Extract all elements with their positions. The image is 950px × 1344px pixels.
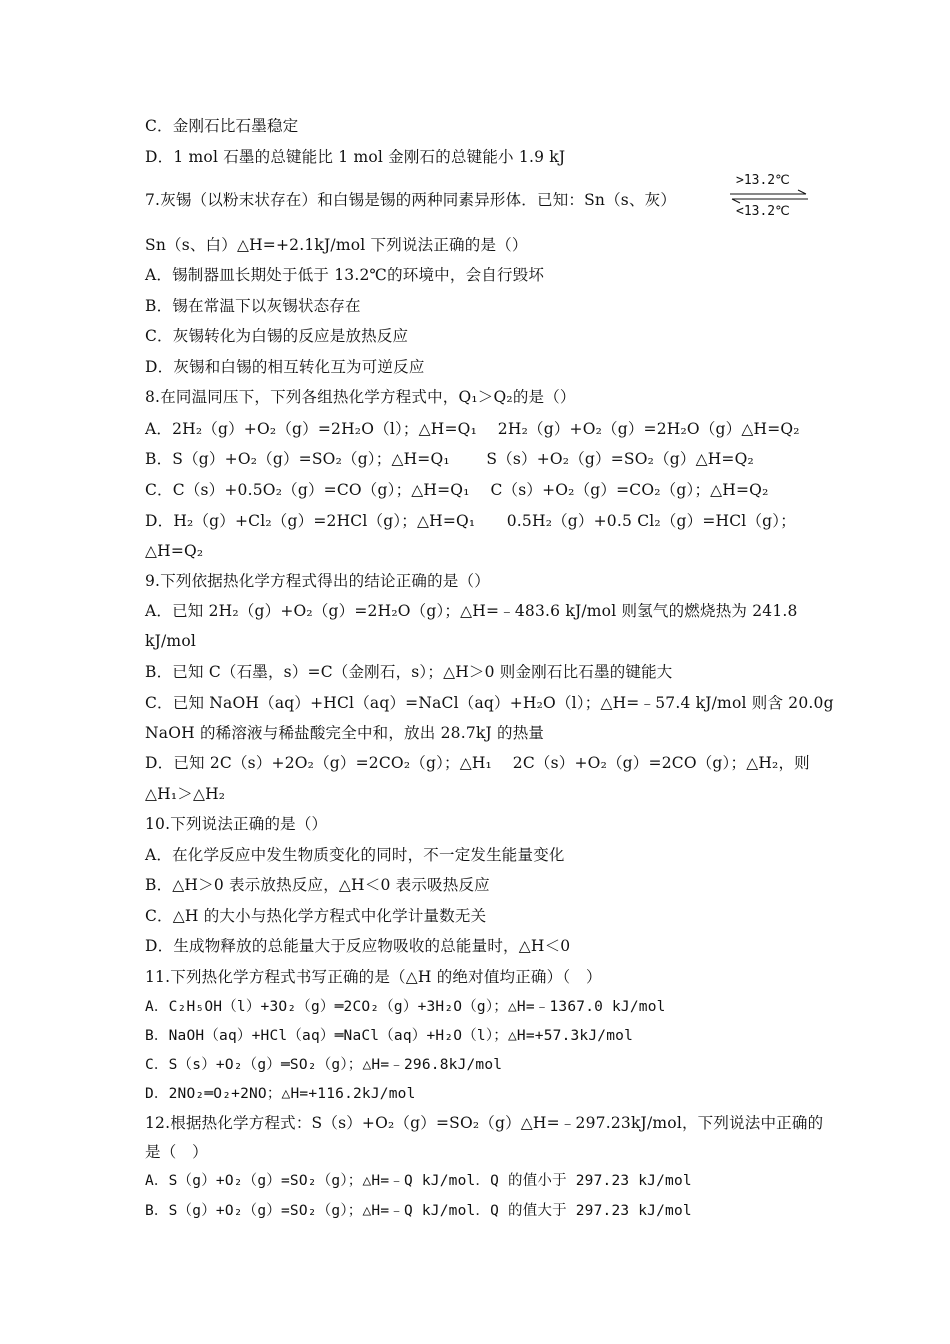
- text-line: D．1 mol 石墨的总键能比 1 mol 金刚石的总键能小 1.9 kJ: [145, 148, 566, 166]
- option-a: A．已知 2H₂（g）+O₂（g）=2H₂O（g）；△H=﹣483.6 kJ/mol 则氢气的燃烧热为 241.8: [145, 602, 798, 620]
- option-d: D．2NO₂═O₂+2NO；△H=+116.2kJ/mol: [145, 1086, 416, 1102]
- question-8-stem: 8.在同温同压下，下列各组热化学方程式中，Q₁＞Q₂的是（）: [145, 388, 576, 406]
- option-b: B．△H＞0 表示放热反应，△H＜0 表示吸热反应: [145, 876, 490, 894]
- option-a: A．在化学反应中发生物质变化的同时，不一定发生能量变化: [145, 846, 565, 864]
- lower-condition-label: <13.2℃: [736, 204, 790, 219]
- option-c: C．已知 NaOH（aq）+HCl（aq）=NaCl（aq）+H₂O（l）；△H=﹣57.4 kJ/mol 则含 20.0g: [145, 694, 834, 712]
- option-d: D．生成物释放的总能量大于反应物吸收的总能量时，△H＜0: [145, 937, 571, 955]
- option-c: C．C（s）+0.5O₂（g）=CO（g）；△H=Q₁ C（s）+O₂（g）=CO₂（g）；△H=Q₂: [145, 481, 769, 499]
- question-7-stem: 7.灰锡（以粉末状存在）和白锡是锡的两种同素异形体．已知：Sn（s、灰）: [145, 191, 677, 209]
- option-c: C．△H 的大小与热化学方程式中化学计量数无关: [145, 907, 487, 925]
- text-line: C．金刚石比石墨稳定: [145, 117, 299, 135]
- question-12-stem: 12.根据热化学方程式：S（s）+O₂（g）=SO₂（g）△H=﹣297.23kJ/mol，下列说法中正确的: [145, 1114, 824, 1132]
- option-b: B．S（g）+O₂（g）=SO₂（g）；△H=﹣Q kJ/mol．Q 的值大于 297.23 kJ/mol: [145, 1203, 692, 1219]
- option-d: D．灰锡和白锡的相互转化互为可逆反应: [145, 358, 425, 376]
- upper-condition-label: >13.2℃: [736, 173, 790, 188]
- option-b: B．已知 C（石墨，s）=C（金刚石，s）；△H＞0 则金刚石比石墨的键能大: [145, 663, 673, 681]
- question-11-stem: 11.下列热化学方程式书写正确的是（△H 的绝对值均正确）（ ）: [145, 968, 602, 986]
- option-a: A．锡制器皿长期处于低于 13.2℃的环境中，会自行毁坏: [145, 266, 545, 284]
- reversible-reaction-arrow: [728, 172, 810, 222]
- text-line: 是（ ）: [145, 1143, 208, 1161]
- option-a: A．C₂H₅OH（l）+3O₂（g）═2CO₂（g）+3H₂O（g）；△H=﹣1367.0 kJ/mol: [145, 999, 666, 1015]
- text-line: kJ/mol: [145, 632, 197, 650]
- equilibrium-arrows-icon: [728, 189, 810, 205]
- option-a: A．2H₂（g）+O₂（g）=2H₂O（l）；△H=Q₁ 2H₂（g）+O₂（g）=2H₂O（g）△H=Q₂: [145, 420, 800, 438]
- option-a: A．S（g）+O₂（g）=SO₂（g）；△H=﹣Q kJ/mol．Q 的值小于 297.23 kJ/mol: [145, 1173, 692, 1189]
- text-line: △H₁＞△H₂: [145, 785, 226, 803]
- text-line: NaOH 的稀溶液与稀盐酸完全中和，放出 28.7kJ 的热量: [145, 724, 545, 742]
- text-line: △H=Q₂: [145, 542, 204, 560]
- option-b: B．锡在常温下以灰锡状态存在: [145, 297, 361, 315]
- option-c: C．S（s）+O₂（g）═SO₂（g）；△H=﹣296.8kJ/mol: [145, 1057, 503, 1073]
- option-b: B．S（g）+O₂（g）=SO₂（g）；△H=Q₁ S（s）+O₂（g）=SO₂（g）△H=Q₂: [145, 450, 754, 468]
- text-line: Sn（s、白）△H=+2.1kJ/mol 下列说法正确的是（）: [145, 236, 528, 254]
- option-d: D．已知 2C（s）+2O₂（g）=2CO₂（g）；△H₁ 2C（s）+O₂（g）=2CO（g）；△H₂，则: [145, 754, 810, 772]
- question-10-stem: 10.下列说法正确的是（）: [145, 815, 328, 833]
- option-c: C．灰锡转化为白锡的反应是放热反应: [145, 327, 409, 345]
- option-b: B．NaOH（aq）+HCl（aq）═NaCl（aq）+H₂O（l）；△H=+57.3kJ/mol: [145, 1028, 634, 1044]
- question-9-stem: 9.下列依据热化学方程式得出的结论正确的是（）: [145, 572, 490, 590]
- option-d: D．H₂（g）+Cl₂（g）=2HCl（g）；△H=Q₁ 0.5H₂（g）+0.5 Cl₂（g）=HCl（g）；: [145, 512, 796, 530]
